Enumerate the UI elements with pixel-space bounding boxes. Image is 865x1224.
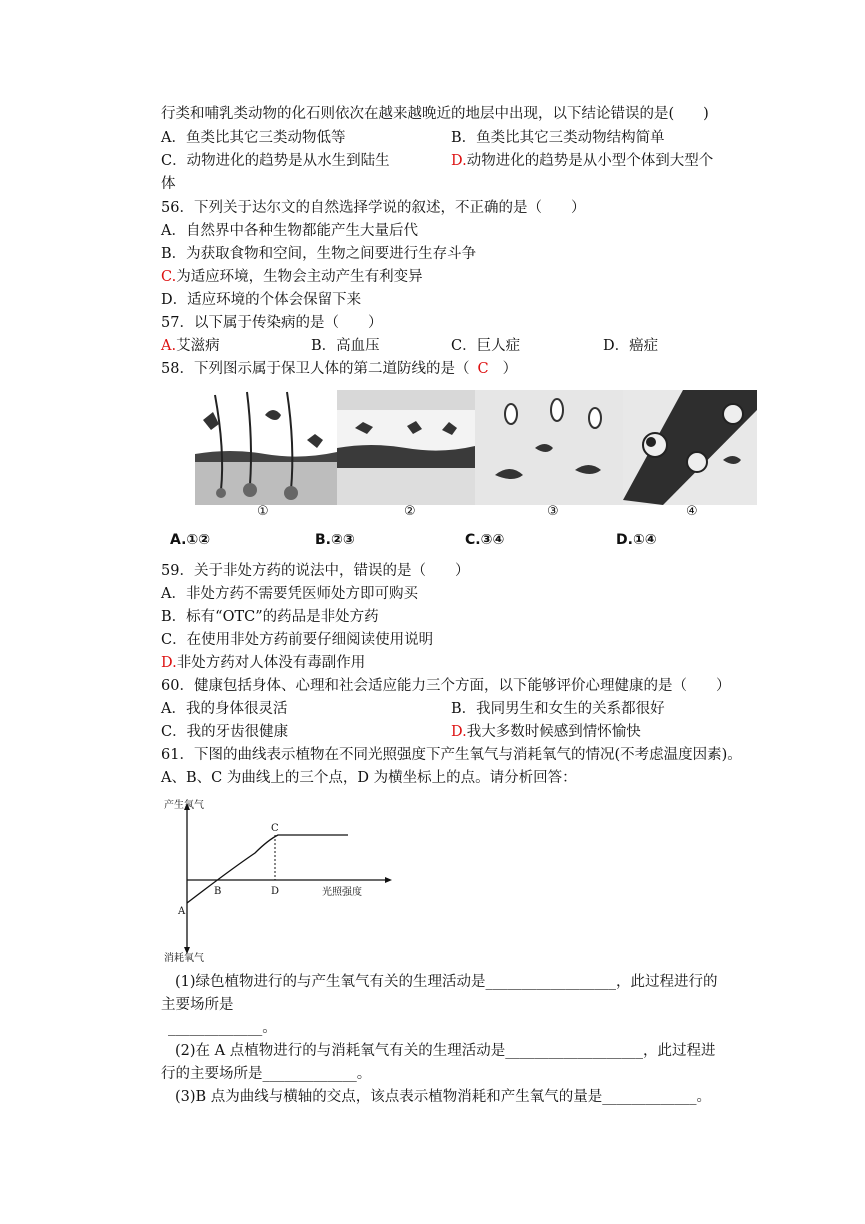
point-a-label: A <box>178 906 186 917</box>
q58-stem-post: ） <box>502 361 518 377</box>
panel-label-4: ④ <box>686 504 698 519</box>
q57-options <box>161 336 761 356</box>
q58-choice-d: D.①④ <box>616 532 657 548</box>
q60-option-b: B．我同男生和女生的关系都很好 <box>451 701 665 717</box>
panel-1-skin-illustration <box>195 390 337 505</box>
q59-option-b: B．标有“OTC”的药品是非处方药 <box>161 609 379 625</box>
q61-stem-line1: 61．下图的曲线表示植物在不同光照强度下产生氧气与消耗氧气的情况(不考虑温度因素)。 <box>161 747 742 763</box>
q56-answer-letter: C. <box>161 269 177 285</box>
q59-option-d-text: 非处方药对人体没有毒副作用 <box>176 655 366 671</box>
q55-option-d <box>451 151 713 171</box>
q57-option-d: D．癌症 <box>603 338 659 354</box>
q58-choice-a: A.①② <box>170 532 211 548</box>
q55-option-d-text: 动物进化的趋势是从小型个体到大型个 <box>466 153 714 169</box>
q55-options-row2 <box>161 151 761 171</box>
q55-answer-letter: D. <box>451 153 467 169</box>
q56-stem: 56．下列关于达尔文的自然选择学说的叙述，不正确的是（ ） <box>161 200 586 216</box>
q55-option-d-wrap: 体 <box>161 176 176 192</box>
point-d-label: D <box>271 886 280 897</box>
q58-choice-c: C.③④ <box>465 532 505 548</box>
q60-options-row1 <box>161 699 761 719</box>
panel-4-lymphocyte-illustration <box>623 390 757 505</box>
q56-option-d: D．适应环境的个体会保留下来 <box>161 292 362 308</box>
q55-options-row1 <box>161 128 761 148</box>
q56-option-a: A．自然界中各种生物都能产生大量后代 <box>161 223 418 239</box>
q58-choice-b: B.②③ <box>315 532 355 548</box>
point-c-label: C <box>271 823 279 834</box>
q59-option-d <box>161 653 365 673</box>
q61-sub2-line1: (2)在 A 点植物进行的与消耗氧气有关的生理活动是___________________，此过程进 <box>175 1043 716 1059</box>
q57-option-a-text: 艾滋病 <box>176 338 220 354</box>
panel-label-2: ② <box>404 504 416 519</box>
q61-sub1-line2: 主要场所是 <box>161 997 234 1013</box>
q60-stem: 60．健康包括身体、心理和社会适应能力三个方面，以下能够评价心理健康的是（ ） <box>161 678 731 694</box>
q60-option-d-text: 我大多数时候感到情怀愉快 <box>466 724 641 740</box>
q57-answer-letter: A. <box>161 338 177 354</box>
q57-option-c: C．巨人症 <box>451 338 521 354</box>
panel-label-1: ① <box>257 504 269 519</box>
q61-sub2-line2: 行的主要场所是_____________。 <box>161 1066 372 1082</box>
panel-label-3: ③ <box>547 504 559 519</box>
q56-option-c-text: 为适应环境，生物会主动产生有利变异 <box>176 269 423 285</box>
q57-option-a <box>161 336 220 356</box>
q58-answer: C <box>477 361 489 377</box>
q60-options-row2 <box>161 722 761 742</box>
q61-sub3: (3)B 点为曲线与横轴的交点，该点表示植物消耗和产生氧气的量是_____________。 <box>175 1089 712 1105</box>
q59-stem: 59．关于非处方药的说法中，错误的是（ ） <box>161 563 470 579</box>
q59-answer-letter: D. <box>161 655 177 671</box>
xlabel: 光照强度 <box>322 887 362 898</box>
q60-option-a: A．我的身体很灵活 <box>161 701 288 717</box>
q58-stem <box>161 359 517 379</box>
q57-option-b: B．高血压 <box>311 338 380 354</box>
q60-answer-letter: D. <box>451 724 467 740</box>
q55-option-a: A．鱼类比其它三类动物低等 <box>161 130 346 146</box>
q59-option-a: A．非处方药不需要凭医师处方即可购买 <box>161 586 418 602</box>
q58-stem-pre: 58．下列图示属于保卫人体的第二道防线的是（ <box>161 361 470 377</box>
q61-sub1-line3: _____________。 <box>168 1020 277 1036</box>
q60-option-d <box>451 722 641 742</box>
ylabel-top: 产生氧气 <box>164 800 204 811</box>
panel-2-mucosa-illustration <box>337 390 475 505</box>
oxygen-light-graph <box>160 795 400 965</box>
q57-stem: 57．以下属于传染病的是（ ） <box>161 315 383 331</box>
q56-option-c <box>161 267 423 287</box>
q59-option-c: C．在使用非处方药前要仔细阅读使用说明 <box>161 632 434 648</box>
q60-option-c: C．我的牙齿很健康 <box>161 724 289 740</box>
q56-option-b: B．为获取食物和空间，生物之间要进行生存斗争 <box>161 246 477 262</box>
panel-3-phagocyte-illustration <box>475 390 623 505</box>
ylabel-bottom: 消耗氧气 <box>164 953 204 964</box>
q55-option-c: C．动物进化的趋势是从水生到陆生 <box>161 153 390 169</box>
q61-stem-line2: A、B、C 为曲线上的三个点，D 为横坐标上的点。请分析回答： <box>161 770 577 786</box>
q61-sub1-line1: (1)绿色植物进行的与产生氧气有关的生理活动是__________________，此过程进行的 <box>175 974 718 990</box>
q55-option-b: B．鱼类比其它三类动物结构简单 <box>451 130 665 146</box>
point-b-label: B <box>214 886 222 897</box>
defense-lines-figure <box>195 390 757 505</box>
q55-stem-tail: 行类和哺乳类动物的化石则依次在越来越晚近的地层中出现，以下结论错误的是( ) <box>161 106 709 122</box>
